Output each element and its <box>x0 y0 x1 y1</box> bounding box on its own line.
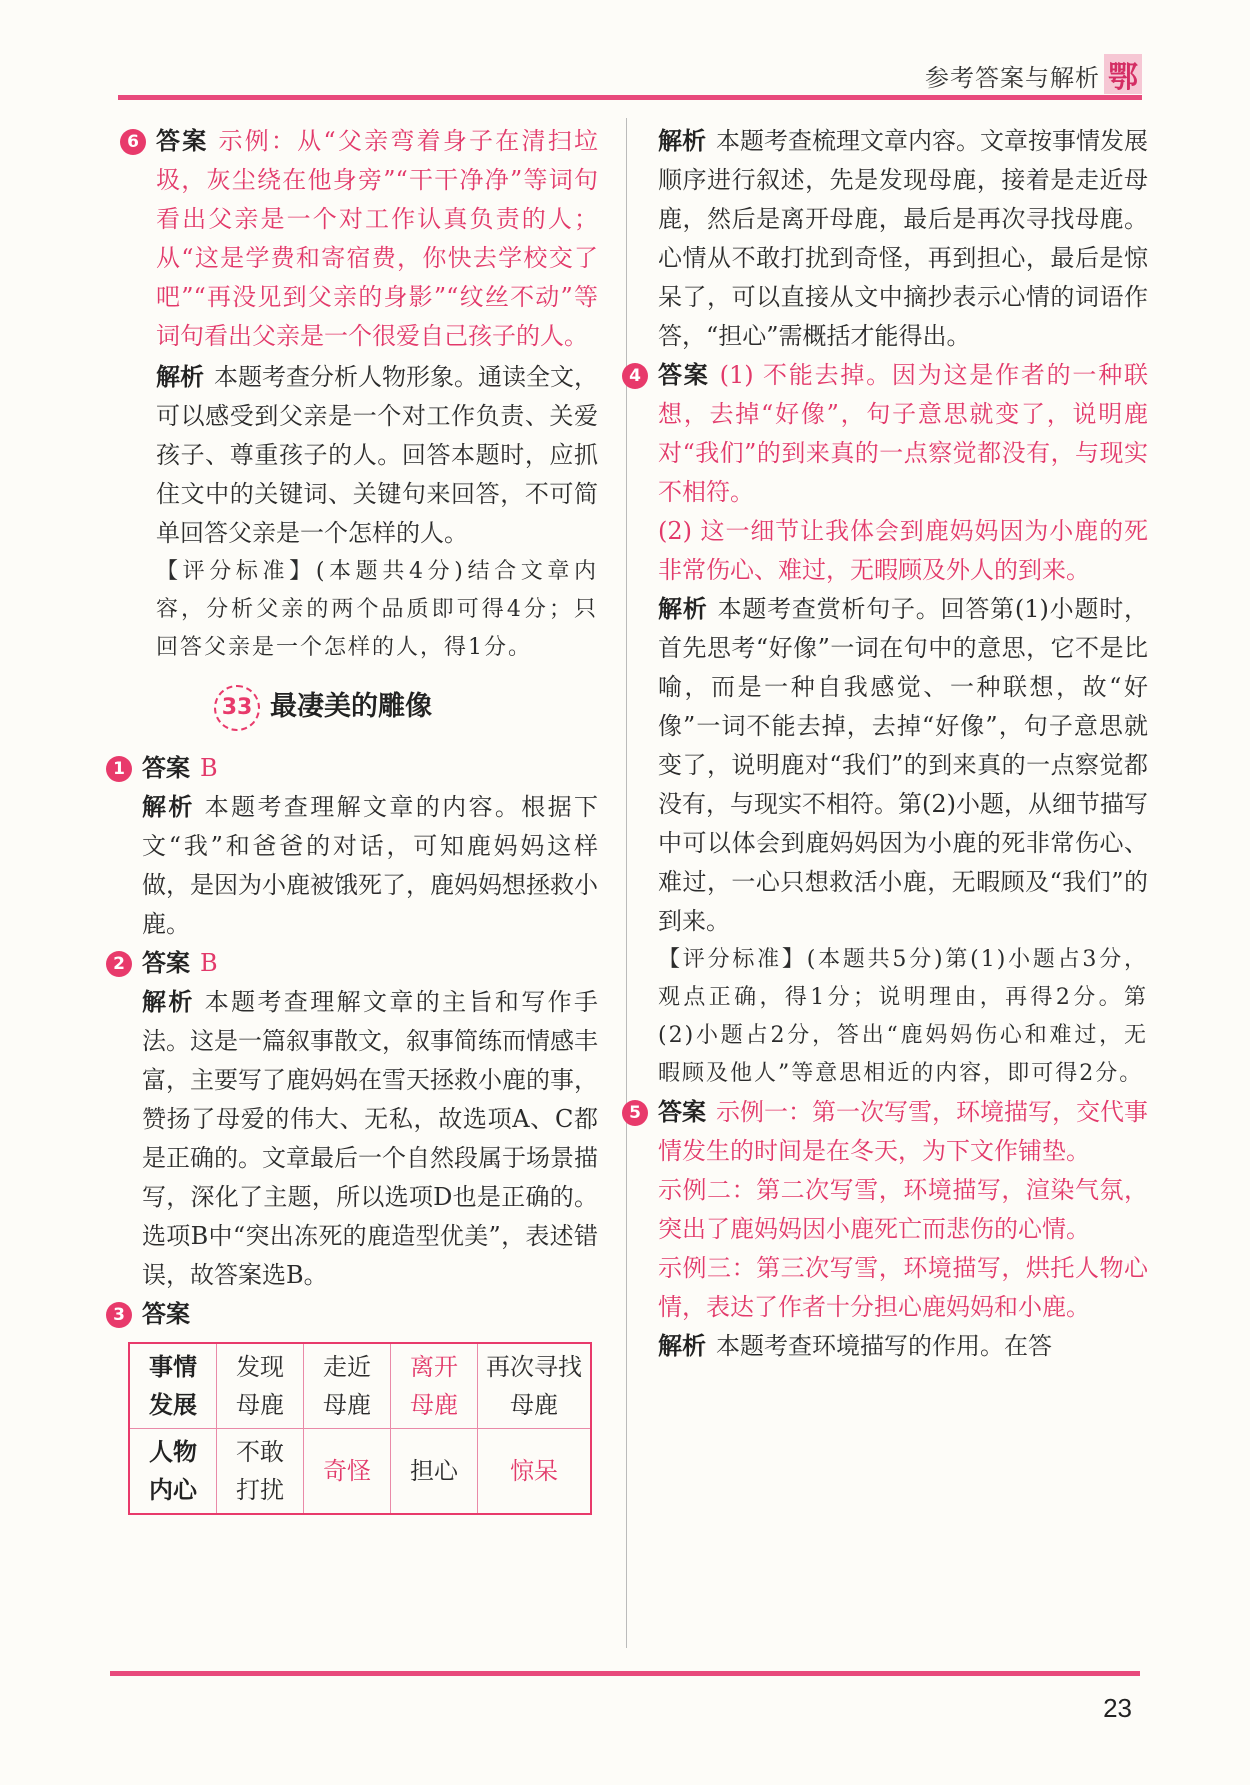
question-number: 2 <box>106 951 132 977</box>
analysis-label: 解析 <box>658 127 706 155</box>
question-1 <box>106 749 598 944</box>
table-cell: 惊呆 <box>478 1429 592 1515</box>
table-cell: 走近母鹿 <box>304 1343 391 1429</box>
header-title: 参考答案与解析 <box>925 64 1100 92</box>
answer-text: B <box>200 949 218 977</box>
answer-text: 示例二：第二次写雪，环境描写，渲染气氛，突出了鹿妈妈因小鹿死亡而悲伤的心情。 <box>658 1176 1148 1243</box>
table-header-cell: 事情发展 <box>129 1343 217 1429</box>
question-number: 1 <box>106 756 132 782</box>
question-5 <box>622 1093 1148 1366</box>
analysis-text: 本题考查理解文章的主旨和写作手法。这是一篇叙事散文，叙事简练而情感丰富，主要写了鹿妈妈在雪天拯救小鹿的事，赞扬了母爱的伟大、无私，故选项A、C都是正确的。文章最后一个自然段属于场景描写，深化了主题，所以选项D也是正确的。选项B中“突出冻死的鹿造型优美”，表述错误，故答案选B。 <box>142 988 598 1289</box>
table-cell: 发现母鹿 <box>217 1343 304 1429</box>
analysis-text: 本题考查梳理文章内容。文章按事情发展顺序进行叙述，先是发现母鹿，接着是走近母鹿，然后是离开母鹿，最后是再次寻找母鹿。心情从不敢打扰到奇怪，再到担心，最后是惊呆了，可以直接从文中摘抄表示心情的词语作答，“担心”需概括才能得出。 <box>658 127 1148 350</box>
answer-text: B <box>200 754 218 782</box>
analysis-text: 本题考查理解文章的内容。根据下文“我”和爸爸的对话，可知鹿妈妈这样做，是因为小鹿被饿死了，鹿妈妈想拯救小鹿。 <box>142 793 598 938</box>
question-3-analysis <box>622 122 1148 356</box>
analysis-text: 本题考查环境描写的作用。在答 <box>716 1332 1052 1360</box>
answer-text: (2) 这一细节让我体会到鹿妈妈因为小鹿的死非常伤心、难过，无暇顾及外人的到来。 <box>658 517 1148 584</box>
answer-label: 答案 <box>142 1300 190 1328</box>
scoring-standard: 【评分标准】(本题共5分)第(1)小题占3分，观点正确，得1分；说明理由，再得2分。第(2)小题占2分，答出“鹿妈妈伤心和难过，无暇顾及他人”等意思相近的内容，即可得2分。 <box>658 947 1148 1086</box>
analysis-label: 解析 <box>156 363 204 391</box>
answer-label: 答案 <box>156 127 209 155</box>
analysis-label: 解析 <box>658 595 708 623</box>
unit-heading <box>120 679 598 739</box>
answer-text: (1) 不能去掉。因为这是作者的一种联想，去掉“好像”，句子意思就变了，说明鹿对“我们”的到来真的一点察觉都没有，与现实不相符。 <box>658 361 1149 506</box>
header-rule <box>118 95 1142 100</box>
answer-label: 答案 <box>142 754 190 782</box>
question-number: 3 <box>106 1302 132 1328</box>
answer-text: 示例一：第一次写雪，环境描写，交代事情发生的时间是在冬天，为下文作铺垫。 <box>658 1098 1148 1165</box>
table-row <box>129 1429 591 1515</box>
analysis-label: 解析 <box>142 793 195 821</box>
question-number: 5 <box>622 1100 648 1126</box>
table-cell: 奇怪 <box>304 1429 391 1515</box>
table-cell: 再次寻找母鹿 <box>478 1343 592 1429</box>
unit-number: 33 <box>214 685 260 731</box>
question-3 <box>106 1295 598 1515</box>
answer-label: 答案 <box>142 949 190 977</box>
question-4 <box>622 356 1148 1093</box>
analysis-label: 解析 <box>142 988 195 1016</box>
table-row <box>129 1343 591 1429</box>
table-cell: 不敢打扰 <box>217 1429 304 1515</box>
question-2 <box>106 944 598 1295</box>
table-cell: 离开母鹿 <box>391 1343 478 1429</box>
table-header-cell: 人物内心 <box>129 1429 217 1515</box>
question-number: 4 <box>622 363 648 389</box>
analysis-label: 解析 <box>658 1332 706 1360</box>
footer-rule <box>110 1671 1140 1676</box>
right-column <box>629 122 1149 1366</box>
table-cell: 担心 <box>391 1429 478 1515</box>
scoring-standard: 【评分标准】(本题共4分)结合文章内容，分析父亲的两个品质即可得4分；只回答父亲是一个怎样的人，得1分。 <box>156 559 598 660</box>
answer-text: 示例：从“父亲弯着身子在清扫垃圾，灰尘绕在他身旁”“干干净净”等词句看出父亲是一个对工作认真负责的人；从“这是学费和寄宿费，你快去学校交了吧”“再没见到父亲的身影”“纹丝不动”等词句看出父亲是一个很爱自己孩子的人。 <box>156 127 598 350</box>
page-number: 23 <box>1103 1693 1132 1723</box>
answer-label: 答案 <box>658 361 710 389</box>
left-column <box>113 122 598 1515</box>
question-number: 6 <box>120 129 146 155</box>
answer-text: 示例三：第三次写雪，环境描写，烘托人物心情，表达了作者十分担心鹿妈妈和小鹿。 <box>658 1254 1148 1321</box>
answer-table <box>128 1342 592 1515</box>
analysis-text: 本题考查分析人物形象。通读全文，可以感受到父亲是一个对工作负责、关爱孩子、尊重孩子的人。回答本题时，应抓住文中的关键词、关键句来回答，不可简单回答父亲是一个怎样的人。 <box>156 363 598 547</box>
region-badge: 鄂 <box>1104 54 1142 94</box>
question-6 <box>120 122 598 667</box>
analysis-text: 本题考查赏析句子。回答第(1)小题时，首先思考“好像”一词在句中的意思，它不是比喻，而是一种自我感觉、一种联想，故“好像”一词不能去掉，去掉“好像”，句子意思就变了，说明鹿对“我们”的到来真的一点察觉都没有，与现实不相符。第(2)小题，从细节描写中可以体会到鹿妈妈因为小鹿的死非常伤心、难过，一心只想救活小鹿，无暇顾及“我们”的到来。 <box>658 595 1149 935</box>
unit-title: 最凄美的雕像 <box>270 691 432 722</box>
answer-label: 答案 <box>658 1098 706 1126</box>
